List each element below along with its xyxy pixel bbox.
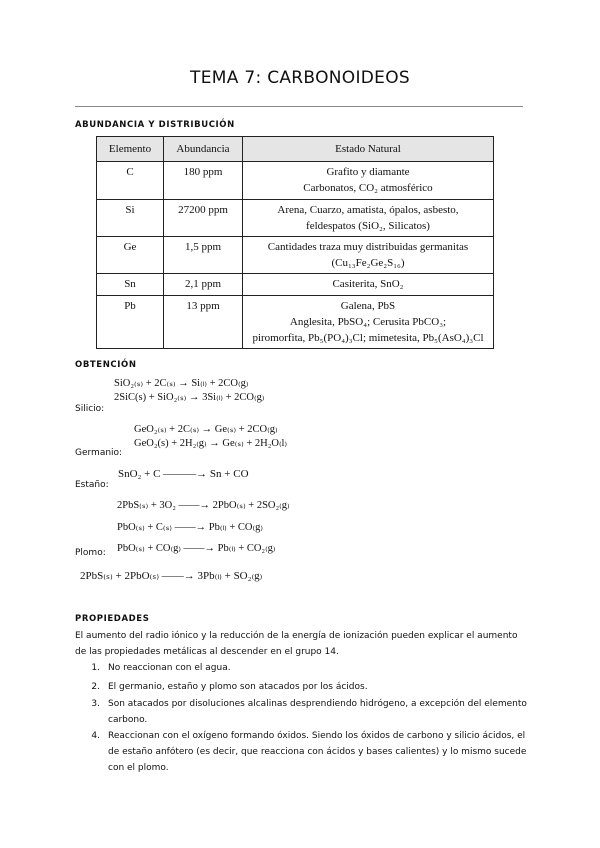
table-row [97, 162, 494, 200]
cell-elemento: Si [97, 200, 164, 237]
label-germanio: Germanio: [75, 448, 123, 458]
header-estado-natural: Estado Natural [243, 137, 494, 162]
label-plomo: Plomo: [75, 548, 106, 558]
section-heading-abundancia: ABUNDANCIA Y DISTRIBUCIÓN [75, 120, 235, 130]
table-row [97, 296, 494, 349]
cell-abundancia: 180 ppm [164, 162, 243, 200]
estado-line: Galena, PbS [340, 300, 396, 312]
estado-line: piromorfita, Pb₅(PO₄)₃Cl; mimetesita, Pb₅(AsO₄)₃Cl [252, 332, 484, 344]
estado-line: Anglesita, PbSO₄; Cerusita PbCO₃; [289, 316, 447, 328]
page-title: TEMA 7: CARBONOIDEOS [190, 68, 410, 88]
cell-abundancia: 13 ppm [164, 296, 243, 349]
cell-abundancia: 2,1 ppm [164, 274, 243, 296]
equation-plomo-3: PbO₍ₛ₎ + CO₍g₎ ——→ Pb₍ₗ₎ + CO₂₍g₎ [117, 543, 276, 554]
equation-plomo-4: 2PbS₍ₛ₎ + 2PbO₍ₛ₎ ——→ 3Pb₍ₗ₎ + SO₂₍g₎ [80, 570, 263, 582]
list-number: 4. [91, 731, 100, 741]
header-elemento: Elemento [97, 137, 164, 162]
table-row [97, 200, 494, 237]
label-estano: Estaño: [75, 480, 109, 490]
list-number: 1. [91, 663, 100, 673]
cell-elemento: Sn [97, 274, 164, 296]
cell-elemento: Ge [97, 237, 164, 274]
equation-germanio-2: GeO₂(s) + 2H₂₍g₎ → Ge₍ₛ₎ + 2H₂O₍l₎ [134, 438, 288, 449]
estado-line: Arena, Cuarzo, amatista, ópalos, asbesto, [277, 204, 459, 216]
list-number: 3. [91, 699, 100, 709]
cell-estado [243, 162, 494, 200]
list-text: Reaccionan con el oxígeno formando óxidos. Siendo los óxidos de carbono y silicio ácidos, el de estaño anfótero (es decir, que reacciona con ácidos y bases calientes) y lo mismo sucede con el plomo. [108, 731, 527, 773]
estado-line: Casiterita, SnO₂ [332, 278, 404, 290]
cell-elemento: C [97, 162, 164, 200]
list-number: 2. [91, 682, 100, 692]
cell-estado [243, 200, 494, 237]
cell-abundancia: 1,5 ppm [164, 237, 243, 274]
section-heading-propiedades: PROPIEDADES [75, 614, 150, 624]
title-divider [75, 106, 523, 107]
cell-estado [243, 237, 494, 274]
table-row [97, 274, 494, 296]
table-row [97, 237, 494, 274]
estado-line: (Cu₁₃Fe₂Ge₂S₁₆) [331, 257, 405, 269]
estado-line: Cantidades traza muy distribuidas germanitas [267, 241, 469, 253]
list-text: El germanio, estaño y plomo son atacados por los ácidos. [108, 682, 368, 692]
cell-elemento: Pb [97, 296, 164, 349]
cell-abundancia: 27200 ppm [164, 200, 243, 237]
equation-silicio-2: 2SiC(s) + SiO₂₍ₛ₎ → 3Si₍ₗ₎ + 2CO₍g₎ [114, 392, 265, 403]
cell-estado [243, 274, 494, 296]
equation-estano: SnO₂ + C ———→ Sn + CO [118, 468, 249, 480]
cell-estado [243, 296, 494, 349]
equation-germanio-1: GeO₂₍ₛ₎ + 2C₍ₛ₎ → Ge₍ₛ₎ + 2CO₍g₎ [134, 424, 278, 435]
estado-line: Grafito y diamante [326, 166, 410, 178]
equation-silicio-1: SiO₂₍ₛ₎ + 2C₍ₛ₎ → Si₍ₗ₎ + 2CO₍g₎ [114, 378, 249, 389]
table-header-row [97, 137, 494, 162]
estado-line: Carbonatos, CO₂ atmosférico [303, 182, 433, 194]
label-silicio: Silicio: [75, 404, 105, 414]
propiedades-intro: El aumento del radio iónico y la reducción de la energía de ionización pueden explicar el aumento de las propiedades metálicas al descender en el grupo 14. [75, 631, 518, 657]
list-text: No reaccionan con el agua. [108, 663, 231, 673]
list-text: Son atacados por disoluciones alcalinas desprendiendo hidrógeno, a excepción del elemento carbono. [108, 699, 527, 725]
abundance-table [96, 136, 494, 349]
header-abundancia: Abundancia [164, 137, 243, 162]
estado-line: feldespatos (SiO₂, Silicatos) [306, 220, 430, 232]
section-heading-obtencion: OBTENCIÓN [75, 360, 137, 370]
equation-plomo-2: PbO₍ₛ₎ + C₍ₛ₎ ——→ Pb₍ₗ₎ + CO₍g₎ [117, 522, 263, 533]
equation-plomo-1: 2PbS₍ₛ₎ + 3O₂ ——→ 2PbO₍ₛ₎ + 2SO₂₍g₎ [117, 500, 290, 511]
